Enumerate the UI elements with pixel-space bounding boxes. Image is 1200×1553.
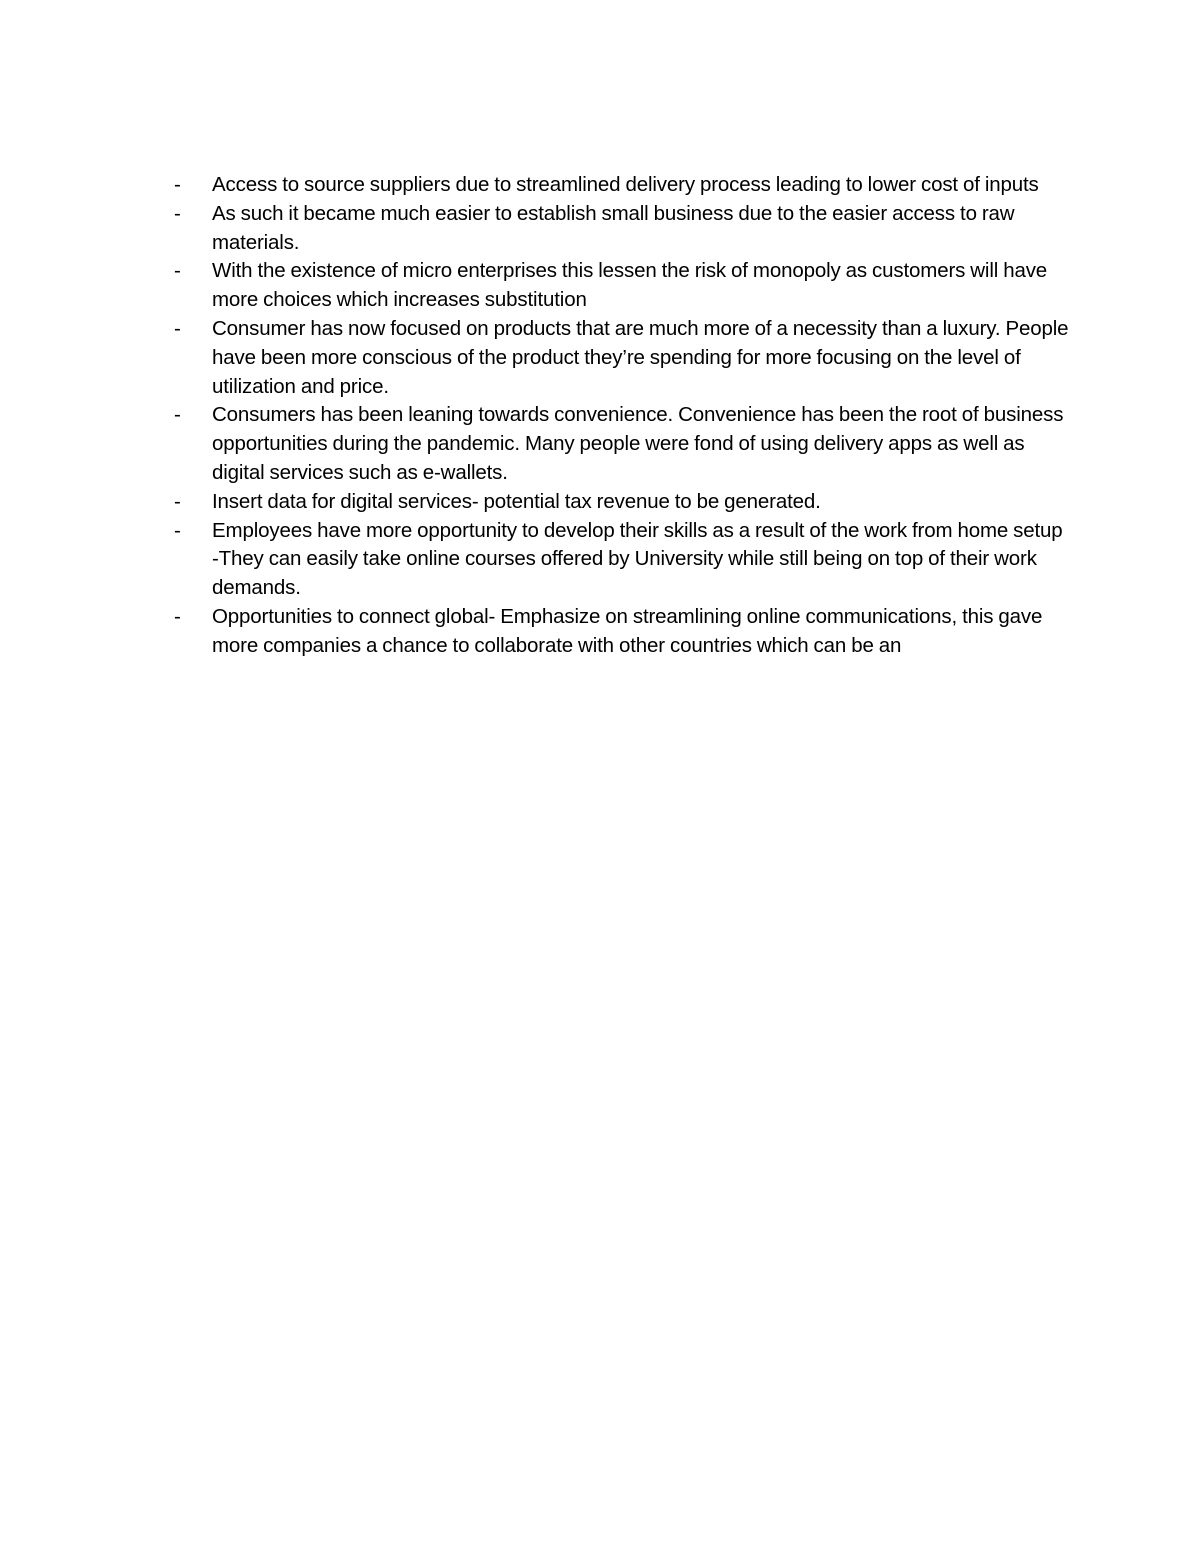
list-item-text: Access to source suppliers due to streamlined delivery process leading to lower cost of inputs <box>212 173 1039 196</box>
list-item-text: Opportunities to connect global- Emphasize on streamlining online communications, this gave more companies a chance to collaborate with other countries which can be an <box>212 604 1043 657</box>
bullet-marker: - <box>174 316 181 340</box>
bullet-marker: - <box>174 604 181 628</box>
bullet-marker: - <box>174 518 181 542</box>
list-item <box>172 257 1072 315</box>
list-item <box>172 488 1072 517</box>
bullet-marker: - <box>174 201 181 225</box>
list-item-text: With the existence of micro enterprises this lessen the risk of monopoly as customers will have more choices which increases substitution <box>212 259 1048 312</box>
bullet-marker: - <box>174 259 181 283</box>
list-item-text: Insert data for digital services- potential tax revenue to be generated. <box>212 489 821 513</box>
list-item <box>172 171 1072 200</box>
list-item <box>172 315 1072 401</box>
list-item-text: Consumers has been leaning towards convenience. Convenience has been the root of business opportunities during the pandemic. Many people were fond of using delivery apps as well as digital services such as e-wallets. <box>212 403 1064 484</box>
list-item <box>172 517 1072 603</box>
bullet-list <box>172 171 1072 661</box>
list-item-text: As such it became much easier to establish small business due to the easier access to raw materials. <box>212 201 1015 254</box>
list-item-text: Consumer has now focused on products that are much more of a necessity than a luxury. People have been more conscious of the product they’re spending for more focusing on the level of utilization and price. <box>212 316 1069 398</box>
list-item-text: Employees have more opportunity to develop their skills as a result of the work from home setup -They can easily take online courses offered by University while still being on top of their work demands. <box>212 518 1063 600</box>
bullet-marker: - <box>174 403 181 427</box>
bullet-marker: - <box>174 489 181 513</box>
list-item <box>172 603 1072 661</box>
list-item <box>172 401 1072 487</box>
bullet-marker: - <box>174 173 181 196</box>
list-item <box>172 200 1072 258</box>
